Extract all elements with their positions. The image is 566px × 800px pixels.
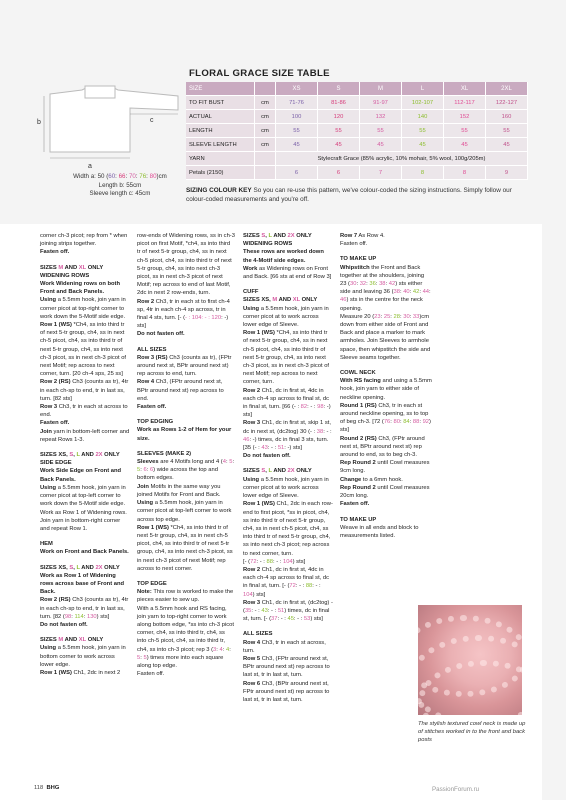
- diagram-measurements: Width a: 50 (60: 66: 70: 76: 80)cm Length b: 55cm Sleeve length c: 45cm: [73, 173, 167, 198]
- page-title: FLORAL GRACE SIZE TABLE: [189, 68, 330, 79]
- side-strip: [542, 224, 566, 800]
- pattern-column-3: SIZES S, L AND 2X ONLY WIDENING ROWS These rows are worked down the 4-Motif side edges. Work as Widening rows on Front and Back. [66 sts at end of Row 3] CUFF SIZES XS, M AND XL ONLY Using a 5.5mm hook, join yarn in corner picot at to work across lower edge of Sleeve. Row 1 (WS) *Ch4, ss into third tr of next 5-tr group, ch4, ss in next ch-5 picot, ch4, ss into third tr of next 5-tr group, ch4, ss into next ch-3 picot, ss in next ch-3 picot of next Motif; rep across to next corner, turn. Row 2 Ch1, dc in first st, 4dc in each ch-4 sp across to final st, dc in final st, turn. [66 (- : 82: - : 98: -) sts] Row 3 Ch1, dc in first st, skip 1 st, dc in next st, (dc2tog) 30 (- : 38: - : 46: -) times, dc in final 3 sts, turn. [35 (- : 43: - : 51: -) sts] Do not fasten off. SIZES S, L AND 2X ONLY Using a 5.5mm hook, join yarn in corner picot at to work across lower edge of Sleeve. Row 1 (WS) Ch1, 2dc in each row-end to first picot, *ss in picot, ch4, ss into third tr of next 5-tr group, ch4, ss in next ch-5 picot, ch4, ss into third tr of next 5-tr group, ch4, ss into next ch-3 picot; rep across to next corner, turn. [- (72: - : 88: - : 104) sts] Row 2 Ch1, dc in first st, 4dc in each ch-4 sp across to final st, dc in final st, turn. [- (72: - : 88: - : 104) sts] Row 3 Ch1, dc in first st, (dc2tog) - (35: - : 43: - : 51) times, dc in final st, turn. [- (37: - : 45: - : 53) sts] ALL SIZES Row 4 Ch3, tr in each st across, turn. Row 5 Ch3, (FPtr around next st, BPtr around next st) rep across to last st, tr in last st, turn. Row 6 Ch3, (BPtr around next st, FPtr around next st) rep across to last st, tr in last st, turn.: [243, 233, 333, 703]
- watermark: PassionForum.ru: [432, 786, 480, 793]
- pattern-column-2: row-ends of Widening rows, ss in ch-3 picot on first Motif, *ch4, ss into third tr of next 5-tr group, ch4, ss in next ch-5 picot, ch4, ss into third tr of next 5-tr group, ch4, ss into next ch-3 picot, ss in next ch-3 picot of next Motif; rep across to end of last Motif, 2dc in next 2 row-ends, turn. Row 2 Ch3, tr in each st to first ch-4 sp, 4tr in each ch-4 sp across, tr in final 4 sts, turn. [- (- : 104: - : 120: -) sts] Do not fasten off. ALL SIZES Row 3 (RS) Ch3 (counts as tr), (FPtr around next st, BPtr around next st) rep across to end, turn. Row 4 Ch3, (FPtr around next st, BPtr around next st) rep across to end. Fasten off. TOP EDGING Work as Rows 1-2 of Hem for your size. SLEEVES (MAKE 2) Sleeves are 4 Motifs long and 4 (4: 5: 5: 6: 6) wide across the top and bottom edges. Join Motifs in the same way you joined Motifs for Front and Back. Using a 5.5mm hook, join yarn in corner picot at top-left corner to work across top edge. Row 1 (WS) *Ch4, ss into third tr of next 5-tr group, ch4, ss in next ch-5 picot, ch4, ss into third tr of next 5-tr group, ch4, ss into next ch-3 picot, ss in next ch-3 picot of next Motif; rep across to next corner. TOP EDGE Note: This row is worked to make the pieces easier to sew up. With a 5.5mm hook and RS facing, join yarn to top-right corner to work along bottom edge, *ss into ch-3 picot corner, ch4, ss into third tr, ch4, ss into ch-5 picot, ch4, ss into third tr, ch4, ss into ch-3 picot; rep 3 (3: 4: 4: 5: 5) times more into each square along top edge. Fasten off.: [137, 233, 235, 678]
- page-footer: 118 BHG: [34, 785, 60, 791]
- pattern-column-1: corner ch-3 picot; rep from * when joining strips together. Fasten off. SIZES M AND XL ONLY WIDENING ROWS Work Widening rows on both Front and Back Panels. Using a 5.5mm hook, join yarn in corner picot at top-right corner to work down the 5-Motif side edge. Row 1 (WS) *Ch4, ss into third tr of next 5-tr group, ch4, ss in next ch-5 picot, ch4, ss into third tr of next 5-tr group, ch4, ss into next ch-3 picot, ss in next ch-3 picot of next Motif; rep across to next corner, turn. [20 ch-4 sps, 25 ss] Row 2 (RS) Ch3 (counts as tr), 4tr in each ch-sp to end, tr in last ss, turn. [82 sts] Row 3 Ch3, tr in each st across to end. Fasten off. Join yarn in bottom-left corner and repeat Rows 1-3. SIZES XS, S, L AND 2X ONLY SIDE EDGE Work Side Edge on Front and Back Panels. Using a 5.5mm hook, join yarn in corner picot at top-left corner to work down the 5-Motif side edge. Work as Row 1 of Widening rows. Join yarn in bottom-right corner and repeat Row 1. HEM Work on Front and Back Panels. SIZES XS, S, L AND 2X ONLY Work as Row 1 of Widening rows across base of Front and Back. Row 2 (RS) Ch3 (counts as tr), 4tr in each ch-sp to end, tr in last ss, turn. [82 (98: 114: 130) sts] Do not fasten off. SIZES M AND XL ONLY Using a 5.5mm hook, join yarn in bottom corner to work across lower edge. Row 1 (WS) Ch1, 2dc in next 2: [40, 233, 130, 676]
- pattern-column-4: Row 7 As Row 4. Fasten off. TO MAKE UP Whipstitch the Front and Back together at the shoulders, joining 23 (30: 32: 36: 38: 42) sts either side and leaving 36 (38: 40: 42: 44: 46) sts in the centre for the neck opening. Measure 20 (23: 25: 28: 30: 33)cm down from either side of Front and Back and place a marker to mark armholes. Join Sleeves to armhole space, then whipstitch the side and Sleeve seams together. COWL NECK With RS facing and using a 5.5mm hook, join yarn to either side of neckline opening. Round 1 (RS) Ch3, tr in each st around neckline opening, ss to top of beg ch-3. [72 (76: 80: 84: 88: 92) sts] Round 2 (RS) Ch3, (FPtr around next st, BPtr around next st) rep around to end, ss to beg ch-3. Rep Round 2 until Cowl measures 9cm long. Change to a 6mm hook. Rep Round 2 until Cowl measures 20cm long. Fasten off. TO MAKE UP Weave in all ends and block to measurements listed.: [340, 233, 432, 539]
- photo-caption: The stylish textured cowl neck is made up of stitches worked in to the front and back posts: [418, 721, 526, 743]
- cowl-neck-photo: [418, 605, 522, 715]
- label-a: a: [88, 163, 92, 170]
- size-table: SIZE XS S M L XL 2XL TO FIT BUST cm 71-76 81-86 91-97 102-107 112-117 122-127 ACTUAL cm 100 120 132 140 152 160 LENGTH cm 55 55 55 55 55 55 SLEEVE LENGTH cm 45 45 45 45 45 45 YARN Stylecraft Grace (85% acrylic, 10% mohair, 5% wool, 100g/205m) Petals (2150) 6 6 7 8 8 9: [186, 82, 528, 180]
- label-b: b: [37, 119, 41, 126]
- sizing-colour-key: SIZING COLOUR KEY So you can re-use this pattern, we've colour-coded the sizing instructions. Simply follow our colour-coded measurements and you're off.: [186, 187, 512, 203]
- label-c: c: [150, 117, 154, 124]
